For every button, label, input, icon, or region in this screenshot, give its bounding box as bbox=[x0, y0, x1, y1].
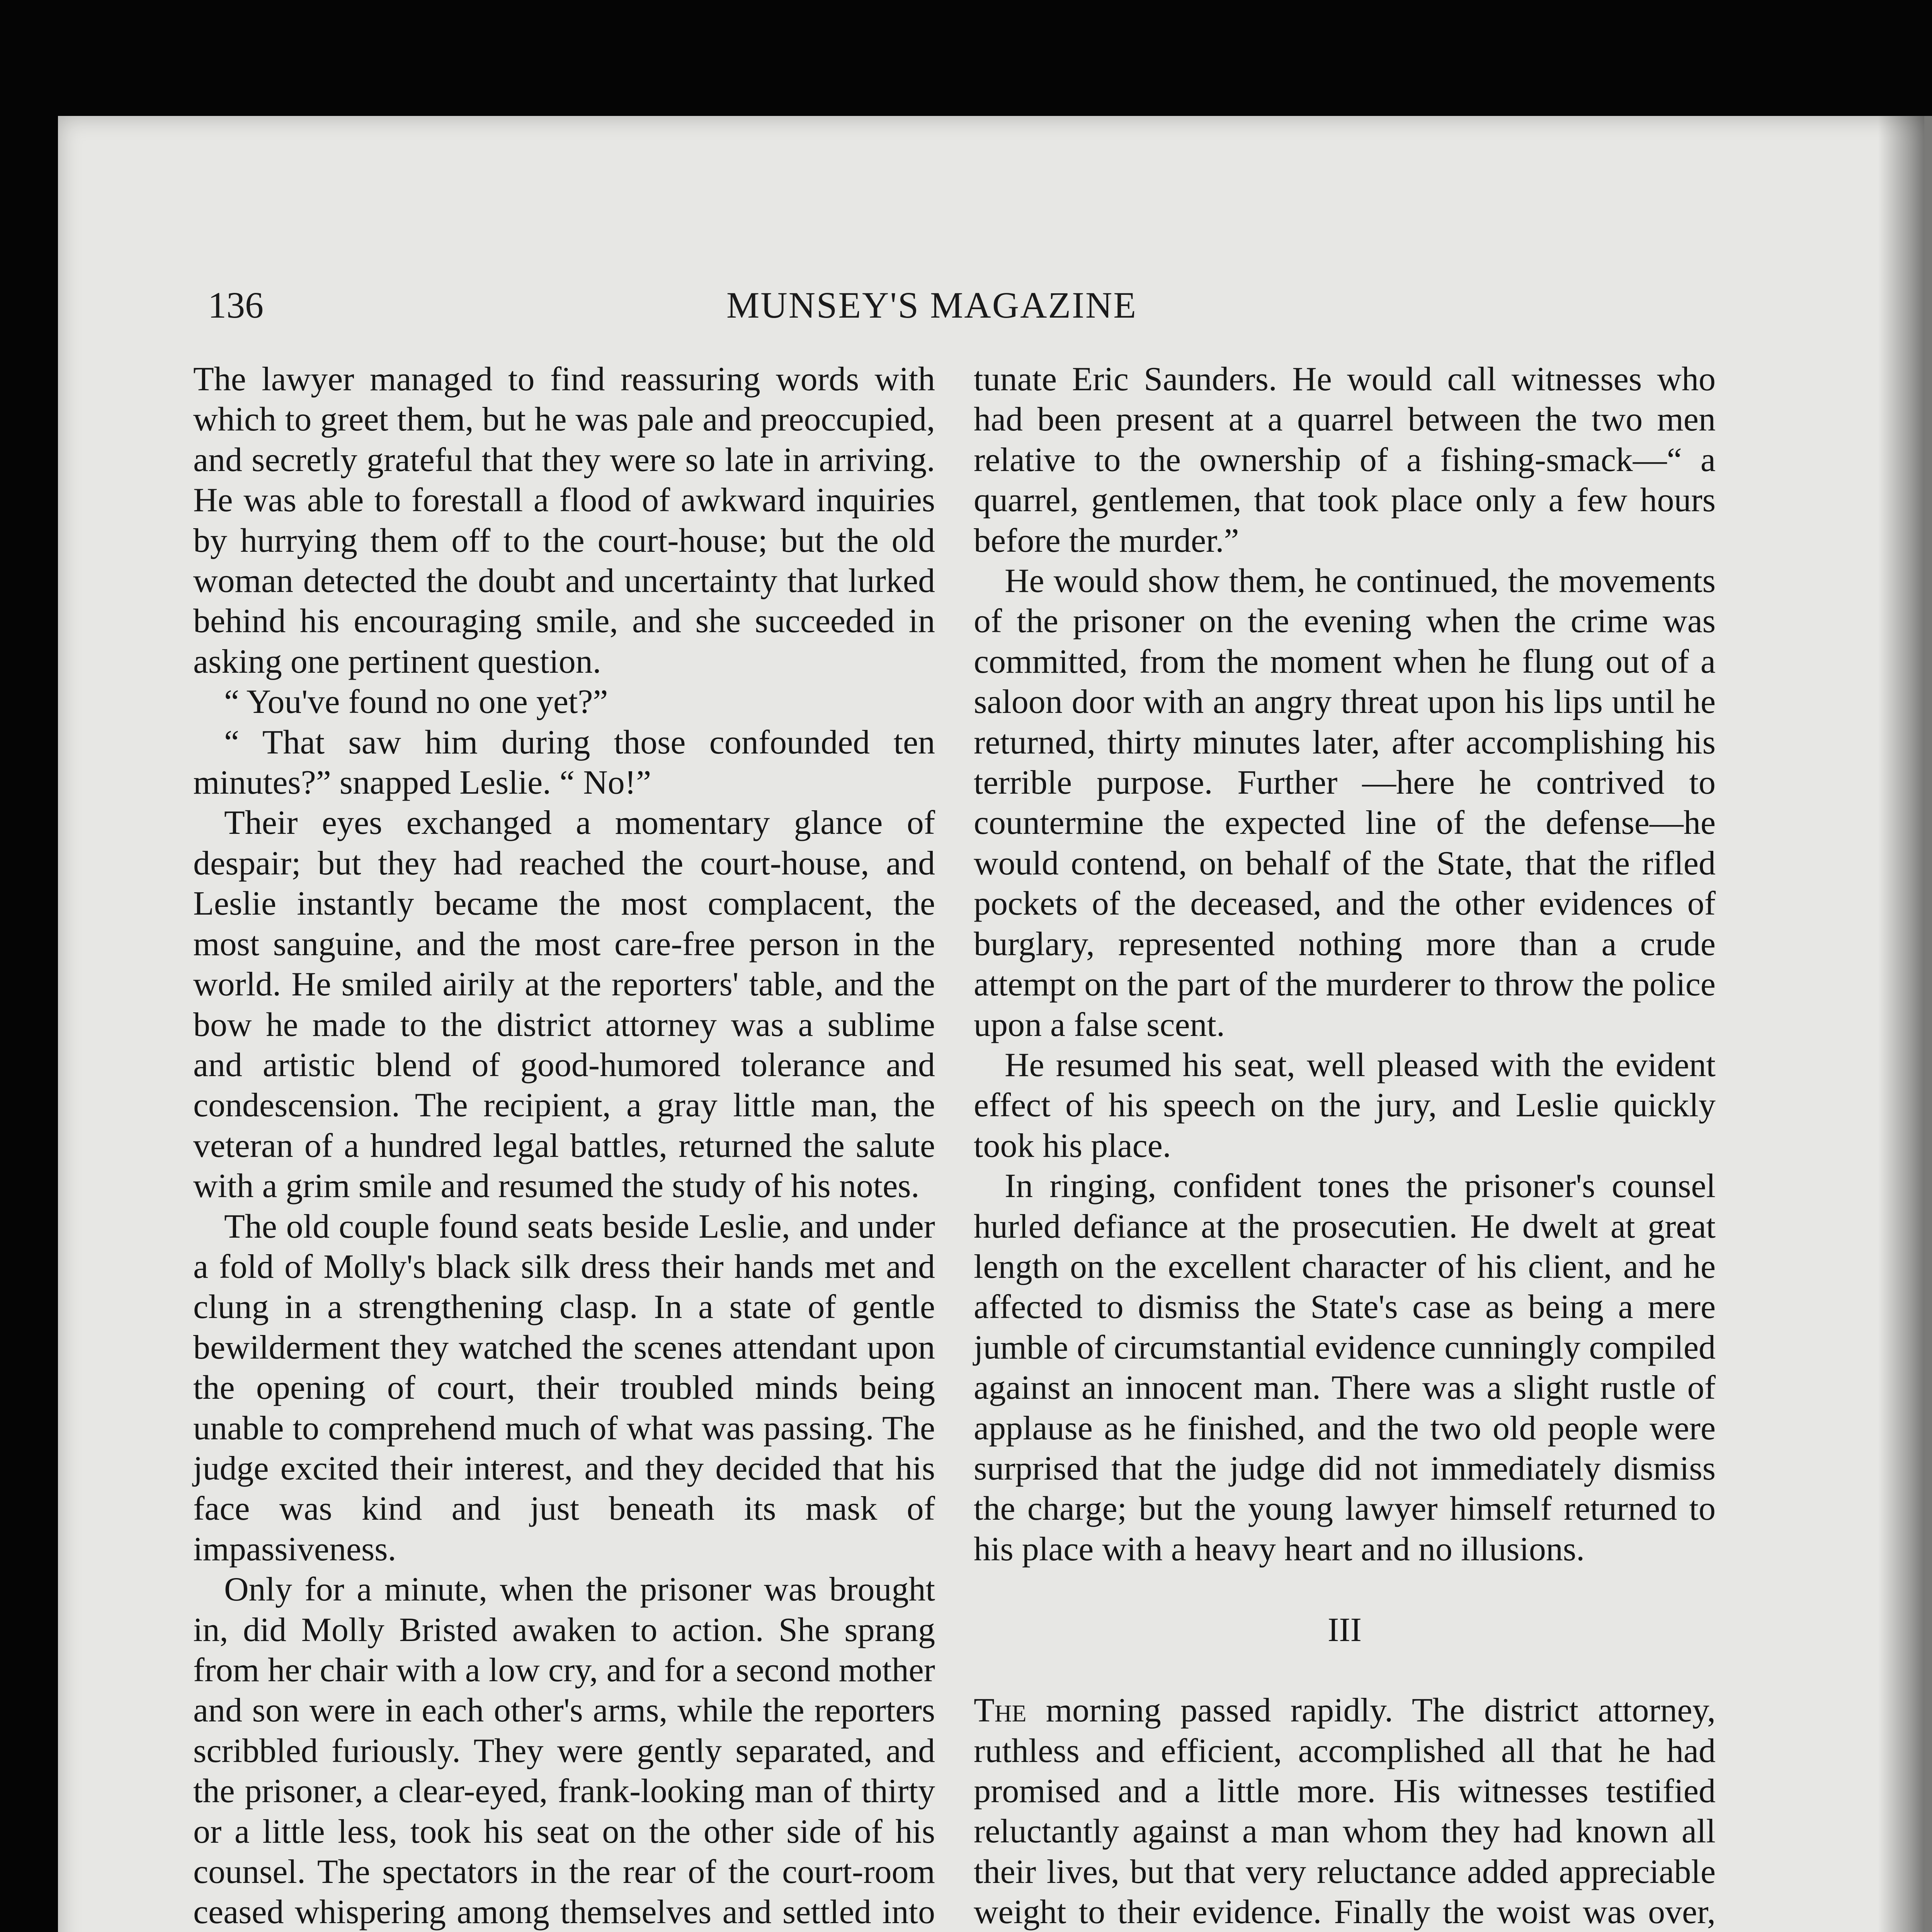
paragraph: Their eyes exchanged a momentary glance of despair; but they had reached the court-house, and Leslie instantly became the most complacent, the most sanguine, and the most care-free person in the world. He smiled airily at the reporters' table, and the bow he made to the district attorney was a sublime and artistic blend of good-humored tolerance and condescension. The recipient, a gray little man, the veteran of a hundred legal battles, returned the salute with a grim smile and resumed the study of his notes. bbox=[193, 804, 935, 1205]
paragraph: In ringing, confident tones the prisoner's counsel hurled defiance at the prosecutien. He dwelt at great length on the excellent character of his client, and he affected to dismiss the State's case as being a mere jumble of circumstantial evidence cunningly compiled against an innocent man. There was a slight rustle of applause as he finished, and the two old people were surprised that the judge did not immediately dismiss the charge; but the young lawyer himself returned to his place with a heavy heart and no illusions. bbox=[974, 1167, 1716, 1568]
page-number: 136 bbox=[208, 284, 264, 326]
paragraph: He resumed his seat, well pleased with the evident effect of his speech on the jury, and Leslie quickly took his place. bbox=[974, 1046, 1716, 1165]
left-column bbox=[193, 359, 935, 1932]
running-head: MUNSEY'S MAGAZINE bbox=[726, 284, 1137, 326]
right-column bbox=[974, 359, 1716, 1932]
paragraph: Only for a minute, when the prisoner was brought in, did Molly Bristed awaken to action. She sprang from her chair with a low cry, and for a second mother and son were in each other's arms, while the reporters scribbled furiously. They were gently separated, and the prisoner, a clear-eyed, frank-looking man of thirty or a little less, took his seat on the other side of his counsel. The spectators in the rear of the court-room ceased whispering among themselves and settled into bbox=[193, 1571, 935, 1931]
gutter-shadow bbox=[1878, 116, 1924, 1932]
section-number: III bbox=[1328, 1611, 1362, 1649]
page-fold bbox=[1924, 116, 1932, 1932]
paragraph: “ You've found no one yet?” bbox=[224, 683, 608, 721]
paragraph: “ That saw him during those confounded ten minutes?” snapped Leslie. “ No!” bbox=[193, 723, 935, 802]
paragraph: He would show them, he continued, the movements of the prisoner on the evening when the crime was committed, from the moment when he flung out of a saloon door with an angry threat upon his lips until he returned, thirty minutes later, after accomplishing his terrible purpose. Further —here he contrived to countermine the expected line of the defense—he would contend, on behalf of the State, that the rifled pockets of the deceased, and the other evidences of burglary, represented nothing more than a crude attempt on the part of the murderer to throw the police upon a false scent. bbox=[974, 562, 1716, 1044]
section-opening-paragraph bbox=[974, 1690, 1716, 1932]
small-caps-lead: The bbox=[974, 1692, 1027, 1730]
paragraph-text: morning passed rapidly. The district attorney, ruthless and efficient, accomplished all that he had promised and a little more. His witnesses testified reluctantly against a man whom they had known all their lives, but that very reluctance added appreciable weight to their evidence. Finally the woist was over, bbox=[974, 1692, 1716, 1931]
paragraph: The lawyer managed to find reassuring words with which to greet them, but he was pale and preoccupied, and secretly grateful that they were so late in arriving. He was able to forestall a flood of awkward inquiries by hurrying them off to the court-house; but the old woman detected the doubt and uncertainty that lurked behind his encouraging smile, and she succeeded in asking one pertinent question. bbox=[193, 361, 935, 680]
paragraph: The old couple found seats beside Leslie, and under a fold of Molly's black silk dress their hands met and clung in a strengthening clasp. In a state of gentle bewilderment they watched the scenes attendant upon the opening of court, their troubled minds being unable to comprehend much of what was passing. The judge excited their interest, and they decided that his face was kind and just beneath its mask of impassiveness. bbox=[193, 1208, 935, 1568]
paragraph: tunate Eric Saunders. He would call witnesses who had been present at a quarrel between the two men relative to the ownership of a fishing-smack—“ a quarrel, gentlemen, that took place only a few hours before the murder.” bbox=[974, 361, 1716, 560]
